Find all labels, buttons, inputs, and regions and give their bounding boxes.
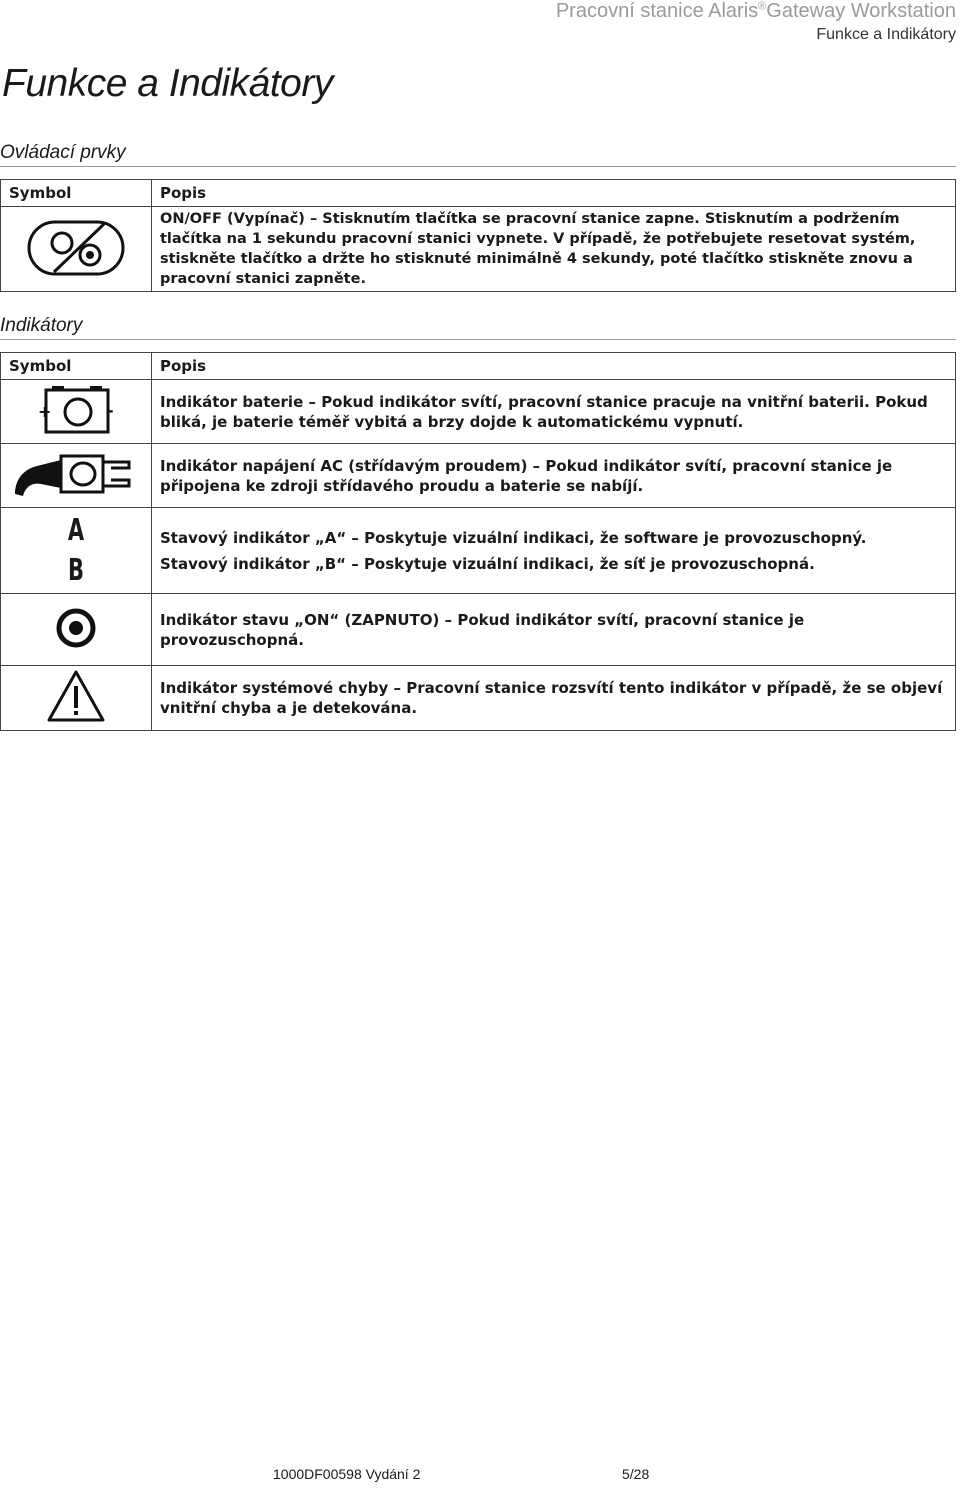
controls-desc-header: Popis xyxy=(152,180,956,207)
controls-table xyxy=(0,179,956,292)
controls-section-title: Ovládací prvky xyxy=(0,142,956,167)
battery-plus-sign: + xyxy=(38,401,52,421)
power-description-reset: V případě, že potřebujete resetovat systém, stiskněte tlačítko a držte ho stisknuté minimálně 4 sekundy, poté tlačítko stiskněte znovu a pracovní stanici zapněte. xyxy=(160,231,916,287)
header-product-title: Pracovní stanice Alaris®Gateway Workstation xyxy=(555,0,956,22)
error-symbol-cell xyxy=(1,666,152,731)
indicators-table xyxy=(0,352,956,731)
indicators-section-title: Indikátory xyxy=(0,315,956,340)
battery-description: Indikátor baterie – Pokud indikátor svítí, pracovní stanice pracuje na vnitřní baterii. Pokud bliká, je baterie téměř vybitá a brzy dojde k automatickému vypnutí. xyxy=(152,380,956,444)
footer-page-number: 5/28 xyxy=(622,1466,650,1482)
battery-minus-sign: - xyxy=(107,400,114,420)
status-letter-a: A xyxy=(67,512,85,548)
page-title: Funkce a Indikátory xyxy=(2,62,333,105)
warning-triangle-icon xyxy=(45,668,107,724)
on-description: Indikátor stavu „ON“ (ZAPNUTO) – Pokud indikátor svítí, pracovní stanice je provozuschopná. xyxy=(152,594,956,666)
status-letter-b: B xyxy=(67,552,85,588)
footer-document-id: 1000DF00598 Vydání 2 xyxy=(273,1466,421,1482)
power-description-lead: ON/OFF (Vypínač) – Stisknutím tlačítka se pracovní stanice zapne. Stisknutím a podržením tlačítka na 1 sekundu pracovní stanici vypnete. xyxy=(160,211,900,247)
ac-description: Indikátor napájení AC (střídavým proudem) – Pokud indikátor svítí, pracovní stanice je připojena ke zdroji střídavého proudu a baterie se nabíjí. xyxy=(152,444,956,508)
indicators-desc-header: Popis xyxy=(152,353,956,380)
on-status-icon xyxy=(54,606,98,650)
power-onoff-icon xyxy=(26,217,126,277)
error-description: Indikátor systémové chyby – Pracovní stanice rozsvítí tento indikátor v případě, že se objeví vnitřní chyba a je detekována. xyxy=(152,666,956,731)
status-b-description: Stavový indikátor „B“ – Poskytuje vizuální indikaci, že síť je provozuschopná. xyxy=(160,554,815,573)
header-section: Funkce a Indikátory xyxy=(816,26,956,43)
battery-icon xyxy=(36,384,116,436)
power-symbol-cell xyxy=(1,207,152,292)
ac-power-plug-icon xyxy=(11,446,141,502)
battery-symbol-cell xyxy=(1,380,152,444)
status-a-description: Stavový indikátor „A“ – Poskytuje vizuální indikaci, že software je provozuschopný. xyxy=(160,528,867,547)
status-symbol-cell xyxy=(1,508,152,594)
on-symbol-cell xyxy=(1,594,152,666)
controls-symbol-header: Symbol xyxy=(1,180,152,207)
indicators-symbol-header: Symbol xyxy=(1,353,152,380)
ac-symbol-cell xyxy=(1,444,152,508)
